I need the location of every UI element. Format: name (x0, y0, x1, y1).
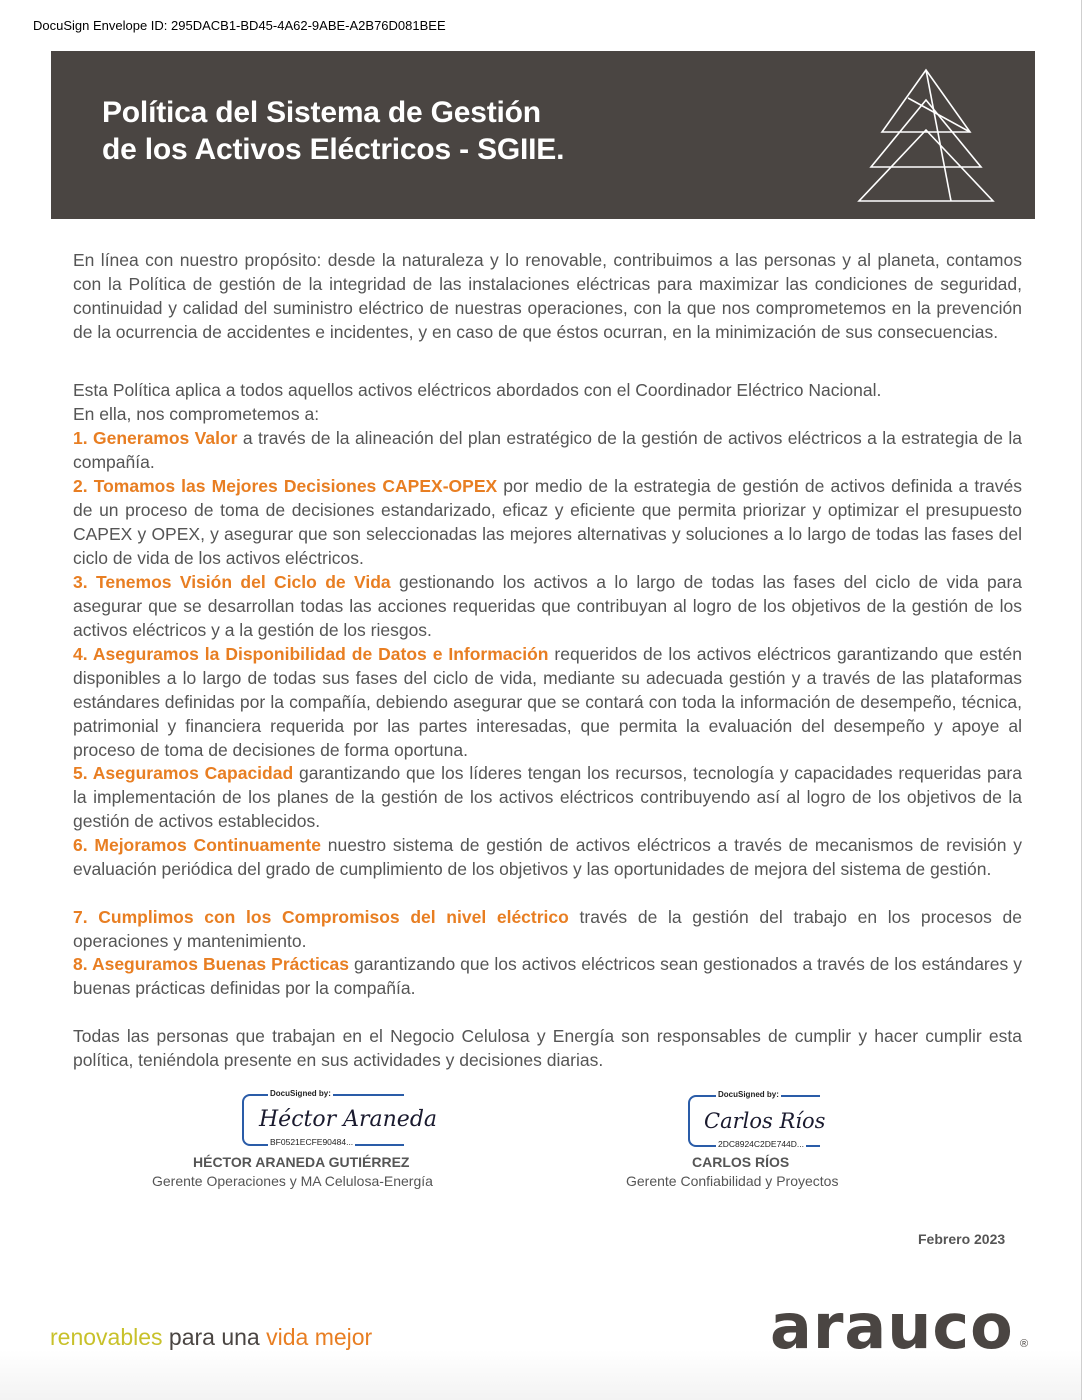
signature-hash-1: BF0521ECFE90484... (270, 1137, 354, 1147)
commitment-title: 2. Tomamos las Mejores Decisiones CAPEX-OPEX (73, 476, 498, 496)
signer-name-1: HÉCTOR ARANEDA GUTIÉRREZ (193, 1154, 410, 1170)
tagline-word-vida-mejor: vida mejor (266, 1324, 373, 1350)
title-banner (51, 51, 1035, 219)
docusigned-caption-1: DocuSigned by: (270, 1089, 331, 1098)
scope-line-2: En ella, nos comprometemos a: (73, 404, 320, 424)
page-title (102, 94, 564, 168)
commitment-text: garantizando que los líderes tengan los recursos, tecnología y capacidades requeridas para la implementación de los planes de la gestión de los activos eléctricos contribuyendo así al logro de los objetivos de la gestión de activos establecidos. (73, 763, 1022, 831)
commitment-7 (73, 905, 1022, 953)
footer-tagline (50, 1324, 372, 1351)
commitment-text: garantizando que los activos eléctricos sean gestionados a través de los estándares y buenas prácticas definidas por la compañía. (73, 954, 1022, 998)
commitment-text: a través de la alineación del plan estratégico de la gestión de activos eléctricos a la estrategia de la compañía. (73, 428, 1022, 472)
arauco-logo: arauco (770, 1290, 1014, 1363)
commitment-text: requeridos de los activos eléctricos garantizando que estén disponibles a lo largo de todas sus fases del ciclo de vida, mediante su adecuada gestión y a través de las plataformas estándares definidas por la compañía, debiendo asegurar que se contará con toda la información de desempeño, técnica, patrimonial y financiera requerida por las partes interesadas, que permita la evaluación del desempeño y apoye al proceso de toma de decisiones de forma oportuna. (73, 644, 1022, 760)
title-line-1: Política del Sistema de Gestión (102, 96, 541, 129)
commitment-2 (73, 474, 1022, 570)
commitment-1 (73, 426, 1022, 474)
commitment-3 (73, 570, 1022, 642)
commitment-text: por medio de la estrategia de gestión de activos definida a través de un proceso de toma de decisiones estandarizado, eficaz y eficiente que permita priorizar y optimizar el presupuesto CAPEX y OPEX, y asegurar que son seleccionadas las mejores alternativas y soluciones a lo largo de todas las fases del ciclo de vida de los activos eléctricos. (73, 476, 1022, 568)
docusigned-caption-2: DocuSigned by: (718, 1090, 779, 1099)
commitment-4 (73, 642, 1022, 762)
docusign-envelope-id: DocuSign Envelope ID: 295DACB1-BD45-4A62-9ABE-A2B76D081BEE (33, 18, 446, 33)
signer-name-2: CARLOS RÍOS (692, 1154, 790, 1170)
tagline-word-renovables: renovables (50, 1324, 163, 1350)
commitment-text: nuestro sistema de gestión de activos eléctricos a través de mecanismos de revisión y evaluación periódica del grado de cumplimiento de los objetivos y las oportunidades de mejora del sistema de gestión. (73, 835, 1022, 879)
triangle-tree-icon (856, 65, 996, 205)
commitment-text: gestionando los activos a lo largo de todas las fases del ciclo de vida para asegurar que se desarrollan todas las acciones requeridas que contribuyan al logro de los objetivos de la gestión de los activos eléctricos y a la gestión de los riesgos. (73, 572, 1022, 640)
commitment-8 (73, 952, 1022, 1000)
closing-paragraph: Todas las personas que trabajan en el Negocio Celulosa y Energía son responsables de cumplir y hacer cumplir esta política, teniéndola presente en sus actividades y decisiones diarias. (73, 1026, 1022, 1070)
title-line-2: de los Activos Eléctricos - SGIIE. (102, 133, 565, 166)
registered-mark: ® (1020, 1338, 1029, 1350)
intro-paragraph: En línea con nuestro propósito: desde la naturaleza y lo renovable, contribuimos a las personas y al planeta, contamos con la Política de gestión de la integridad de las instalaciones eléctricas para maximizar las condiciones de seguridad, continuidad y calidad del suministro eléctrico de nuestras operaciones, con la que nos comprometemos en la prevención de la ocurrencia de accidentes e incidentes, y en caso de que éstos ocurran, en la minimización de sus consecuencias. (73, 250, 1022, 342)
signature-text-2: Carlos Ríos (704, 1109, 826, 1133)
document-date: Febrero 2023 (918, 1231, 1006, 1247)
commitment-title: 1. Generamos Valor (73, 428, 238, 448)
scope-line-1: Esta Política aplica a todos aquellos activos eléctricos abordados con el Coordinador Eléctrico Nacional. (73, 380, 882, 400)
signature-hash-2: 2DC8924C2DE744D... (718, 1139, 804, 1149)
commitment-title: 3. Tenemos Visión del Ciclo de Vida (73, 572, 391, 592)
commitment-text: través de la gestión del trabajo en los procesos de operaciones y mantenimiento. (73, 907, 1022, 951)
commitment-6 (73, 833, 1022, 881)
signer-role-2: Gerente Confiabilidad y Proyectos (626, 1173, 839, 1189)
handwritten-signature-2 (700, 1102, 826, 1138)
tagline-word-middle: para una (162, 1324, 267, 1350)
commitment-title: 4. Aseguramos la Disponibilidad de Datos e Información (73, 644, 549, 664)
signature-text-1: Héctor Araneda (259, 1107, 438, 1132)
handwritten-signature-1 (255, 1098, 438, 1138)
commitment-title: 6. Mejoramos Continuamente (73, 835, 321, 855)
commitment-title: 7. Cumplimos con los Compromisos del nivel eléctrico (73, 907, 569, 927)
signer-role-1: Gerente Operaciones y MA Celulosa-Energía (152, 1173, 433, 1189)
commitment-5 (73, 761, 1022, 833)
commitment-title: 5. Aseguramos Capacidad (73, 763, 294, 783)
commitment-title: 8. Aseguramos Buenas Prácticas (73, 954, 349, 974)
